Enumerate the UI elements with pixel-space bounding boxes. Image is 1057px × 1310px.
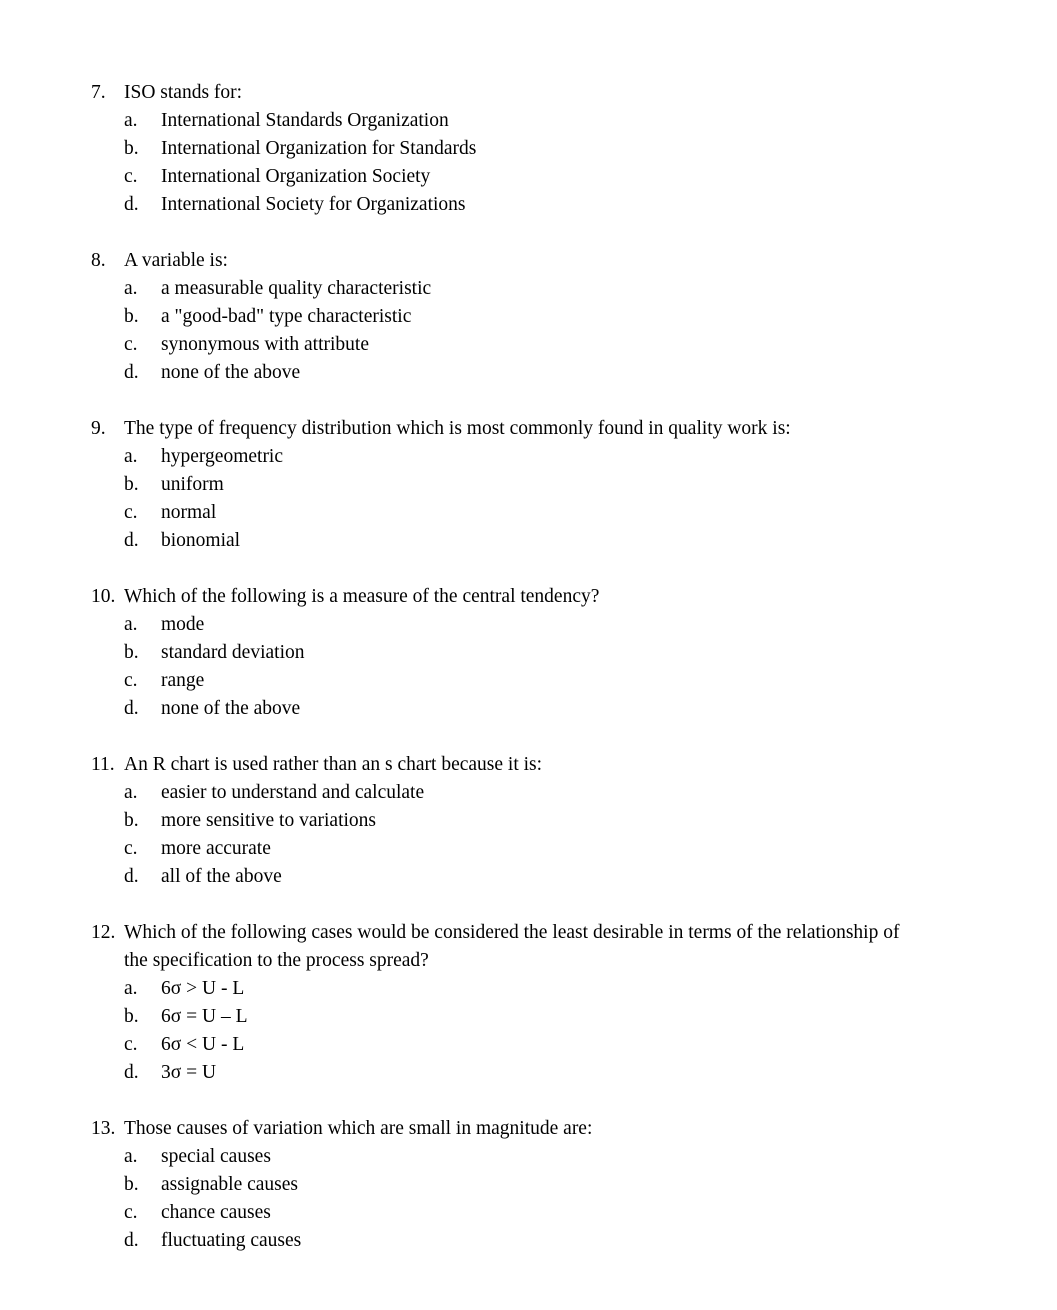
option-letter: b. (124, 138, 139, 159)
question-number: 13. (91, 1118, 116, 1139)
question-8 (91, 247, 991, 387)
answer-option (91, 191, 991, 219)
question-stem (91, 79, 991, 107)
question-stem (91, 919, 991, 947)
option-letter: d. (124, 698, 139, 719)
question-number: 11. (91, 754, 115, 775)
option-text: hypergeometric (161, 446, 284, 467)
option-letter: c. (124, 1202, 138, 1223)
option-text: normal (161, 502, 217, 523)
question-number: 12. (91, 922, 116, 943)
option-text: 3σ = U (161, 1062, 217, 1083)
option-text: easier to understand and calculate (161, 782, 425, 803)
answer-option (91, 975, 991, 1003)
question-text-continued: the specification to the process spread? (124, 950, 429, 971)
question-number: 7. (91, 82, 106, 103)
option-letter: b. (124, 474, 139, 495)
option-letter: d. (124, 1062, 139, 1083)
option-letter: d. (124, 530, 139, 551)
question-13 (91, 1115, 991, 1255)
question-text: Which of the following is a measure of the central tendency? (124, 586, 600, 607)
answer-option (91, 163, 991, 191)
question-number: 9. (91, 418, 106, 439)
option-letter: a. (124, 446, 138, 467)
option-letter: a. (124, 614, 138, 635)
answer-option (91, 835, 991, 863)
option-letter: a. (124, 782, 138, 803)
option-text: 6σ < U - L (161, 1034, 245, 1055)
answer-option (91, 779, 991, 807)
answer-option (91, 107, 991, 135)
option-text: all of the above (161, 866, 282, 887)
option-text: uniform (161, 474, 224, 495)
option-letter: d. (124, 1230, 139, 1251)
answer-option (91, 667, 991, 695)
option-letter: d. (124, 194, 139, 215)
option-letter: b. (124, 1006, 139, 1027)
question-text: A variable is: (124, 250, 228, 271)
option-letter: c. (124, 1034, 138, 1055)
answer-option (91, 1059, 991, 1087)
option-text: a "good-bad" type characteristic (161, 306, 412, 327)
option-text: fluctuating causes (161, 1230, 302, 1251)
option-text: International Organization for Standards (161, 138, 477, 159)
option-letter: c. (124, 502, 138, 523)
answer-option (91, 1003, 991, 1031)
question-text: Which of the following cases would be considered the least desirable in terms of the relationship of (124, 922, 900, 943)
question-stem (91, 247, 991, 275)
option-letter: a. (124, 278, 138, 299)
option-letter: b. (124, 642, 139, 663)
question-text: Those causes of variation which are small in magnitude are: (124, 1118, 593, 1139)
option-text: standard deviation (161, 642, 305, 663)
answer-option (91, 303, 991, 331)
question-9 (91, 415, 991, 555)
quiz-question-list (91, 79, 991, 1283)
answer-option (91, 527, 991, 555)
option-letter: d. (124, 866, 139, 887)
answer-option (91, 331, 991, 359)
answer-option (91, 1171, 991, 1199)
answer-option (91, 471, 991, 499)
option-text: International Standards Organization (161, 110, 449, 131)
question-stem (91, 1115, 991, 1143)
question-12 (91, 919, 991, 1087)
question-stem (91, 583, 991, 611)
option-letter: c. (124, 838, 138, 859)
option-letter: c. (124, 166, 138, 187)
option-text: synonymous with attribute (161, 334, 369, 355)
question-stem (91, 415, 991, 443)
answer-option (91, 1031, 991, 1059)
option-text: chance causes (161, 1202, 271, 1223)
question-7 (91, 79, 991, 219)
answer-option (91, 695, 991, 723)
option-text: special causes (161, 1146, 271, 1167)
option-text: none of the above (161, 698, 301, 719)
question-number: 10. (91, 586, 116, 607)
answer-option (91, 443, 991, 471)
option-text: none of the above (161, 362, 301, 383)
question-stem (91, 751, 991, 779)
option-text: range (161, 670, 205, 691)
answer-option (91, 639, 991, 667)
question-10 (91, 583, 991, 723)
option-text: International Society for Organizations (161, 194, 466, 215)
option-text: more accurate (161, 838, 271, 859)
question-text: ISO stands for: (124, 82, 243, 103)
answer-option (91, 863, 991, 891)
option-letter: c. (124, 670, 138, 691)
option-text: assignable causes (161, 1174, 298, 1195)
option-text: more sensitive to variations (161, 810, 376, 831)
option-text: mode (161, 614, 205, 635)
option-letter: a. (124, 1146, 138, 1167)
option-text: bionomial (161, 530, 241, 551)
option-letter: d. (124, 362, 139, 383)
answer-option (91, 135, 991, 163)
answer-option (91, 359, 991, 387)
question-number: 8. (91, 250, 106, 271)
option-text: a measurable quality characteristic (161, 278, 432, 299)
answer-option (91, 1143, 991, 1171)
option-letter: b. (124, 1174, 139, 1195)
question-text: The type of frequency distribution which is most commonly found in quality work is: (124, 418, 791, 439)
option-letter: b. (124, 810, 139, 831)
answer-option (91, 1227, 991, 1255)
answer-option (91, 275, 991, 303)
answer-option (91, 1199, 991, 1227)
option-letter: c. (124, 334, 138, 355)
option-text: 6σ > U - L (161, 978, 245, 999)
answer-option (91, 807, 991, 835)
option-letter: b. (124, 306, 139, 327)
answer-option (91, 611, 991, 639)
answer-option (91, 499, 991, 527)
option-text: 6σ = U – L (161, 1006, 248, 1027)
question-11 (91, 751, 991, 891)
option-text: International Organization Society (161, 166, 431, 187)
question-text: An R chart is used rather than an s chart because it is: (124, 754, 543, 775)
option-letter: a. (124, 110, 138, 131)
option-letter: a. (124, 978, 138, 999)
